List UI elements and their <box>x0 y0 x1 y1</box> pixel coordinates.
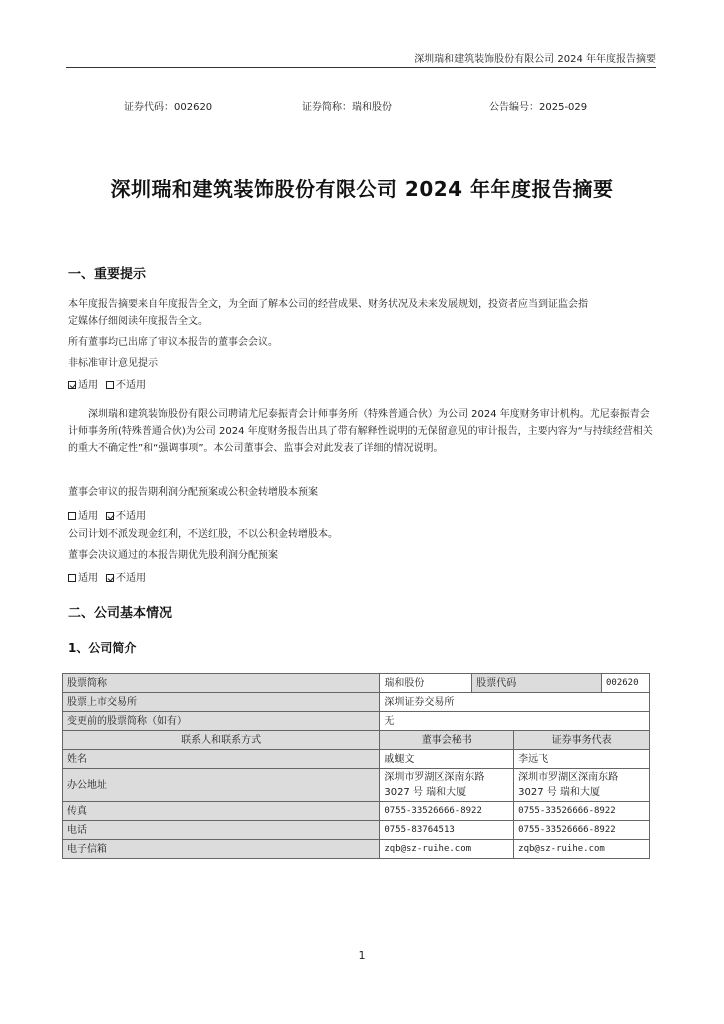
name-label: 姓名 <box>63 750 380 769</box>
previous-name-label: 变更前的股票简称（如有） <box>63 712 380 731</box>
table-row <box>63 769 650 802</box>
table-row <box>63 712 650 731</box>
representative-address-line1: 深圳市罗湖区深南东路 <box>518 772 619 783</box>
representative-phone: 0755-33526666-8922 <box>514 821 650 840</box>
previous-name-value: 无 <box>380 712 650 731</box>
representative-name: 李远飞 <box>514 750 650 769</box>
stock-code-label: 股票代码 <box>472 674 602 693</box>
section-heading-important-notes: 一、重要提示 <box>68 267 147 282</box>
security-short-name: 证券简称：瑞和股份 <box>302 102 392 113</box>
profit-distribution-options <box>68 507 146 522</box>
secretary-fax: 0755-33526666-8922 <box>380 802 514 821</box>
summary-intro-line2: 定媒体仔细阅读年度报告全文。 <box>68 316 208 327</box>
fax-label: 传真 <box>63 802 380 821</box>
option-applicable: 适用 <box>78 380 98 391</box>
representative-header: 证券事务代表 <box>514 731 650 750</box>
secretary-address <box>380 769 514 802</box>
profit-distribution-plan: 公司计划不派发现金红利，不送红股，不以公积金转增股本。 <box>68 529 338 540</box>
unchecked-box-icon[interactable] <box>68 512 76 520</box>
stock-name-label: 股票简称 <box>63 674 380 693</box>
nonstandard-audit-label: 非标准审计意见提示 <box>68 358 158 369</box>
table-row <box>63 802 650 821</box>
table-row <box>63 674 650 693</box>
email-label: 电子信箱 <box>63 840 380 859</box>
running-header: 深圳瑞和建筑装饰股份有限公司 2024 年年度报告摘要 <box>414 54 656 65</box>
subsection-company-profile: 1、公司简介 <box>68 641 137 655</box>
profit-distribution-label: 董事会审议的报告期利润分配预案或公积金转增股本预案 <box>68 487 318 498</box>
directors-attendance: 所有董事均已出席了审议本报告的董事会会议。 <box>68 337 278 348</box>
security-code: 证券代码：002620 <box>124 102 213 113</box>
audit-opinion-options <box>68 376 146 391</box>
option-applicable: 适用 <box>78 573 98 584</box>
representative-address-line2: 3027 号 瑞和大厦 <box>518 787 600 798</box>
exchange-label: 股票上市交易所 <box>63 693 380 712</box>
table-row <box>63 693 650 712</box>
stock-code-value: 002620 <box>601 674 649 693</box>
table-row <box>63 750 650 769</box>
secretary-phone: 0755-83764513 <box>380 821 514 840</box>
secretary-header: 董事会秘书 <box>380 731 514 750</box>
option-not-applicable: 不适用 <box>116 511 146 522</box>
table-row <box>63 821 650 840</box>
exchange-value: 深圳证券交易所 <box>380 693 650 712</box>
secretary-email: zqb@sz-ruihe.com <box>380 840 514 859</box>
table-row <box>63 731 650 750</box>
stock-name-value: 瑞和股份 <box>380 674 472 693</box>
checked-box-icon[interactable] <box>106 512 114 520</box>
preferred-dividend-options <box>68 569 146 584</box>
option-not-applicable: 不适用 <box>116 380 146 391</box>
representative-address <box>514 769 650 802</box>
contact-header: 联系人和联系方式 <box>63 731 380 750</box>
checked-box-icon[interactable] <box>68 381 76 389</box>
audit-explanation-paragraph: 深圳瑞和建筑装饰股份有限公司聘请尤尼泰振青会计师事务所（特殊普通合伙）为公司 2024 年度财务审计机构。尤尼泰振青会计师事务所(特殊普通合伙)为公司 2024 年度财务报告出具了带有解释性说明的无保留意见的审计报告，主要内容为“与持续经营相关的重大不确定性”和“强调事项”。本公司董事会、监事会对此发表了详细的情况说明。 <box>68 409 653 454</box>
phone-label: 电话 <box>63 821 380 840</box>
secretary-address-line2: 3027 号 瑞和大厦 <box>384 787 467 798</box>
option-applicable: 适用 <box>78 511 98 522</box>
checked-box-icon[interactable] <box>106 574 114 582</box>
section-heading-company-info: 二、公司基本情况 <box>68 606 173 621</box>
table-row <box>63 840 650 859</box>
address-label: 办公地址 <box>63 769 380 802</box>
summary-intro-line1: 本年度报告摘要来自年度报告全文，为全面了解本公司的经营成果、财务状况及未来发展规划，投资者应当到证监会指 <box>68 299 588 310</box>
notice-number: 公告编号：2025-029 <box>489 102 588 113</box>
document-title: 深圳瑞和建筑装饰股份有限公司 2024 年年度报告摘要 <box>110 177 614 201</box>
secretary-address-line1: 深圳市罗湖区深南东路 <box>384 772 485 783</box>
company-profile-table <box>62 673 650 859</box>
option-not-applicable: 不适用 <box>116 573 146 584</box>
representative-email: zqb@sz-ruihe.com <box>514 840 650 859</box>
secretary-name: 戚螁文 <box>380 750 514 769</box>
unchecked-box-icon[interactable] <box>106 381 114 389</box>
unchecked-box-icon[interactable] <box>68 574 76 582</box>
header-rule <box>66 67 656 68</box>
page-number: 1 <box>358 949 366 962</box>
representative-fax: 0755-33526666-8922 <box>514 802 650 821</box>
preferred-dividend-label: 董事会决议通过的本报告期优先股利润分配预案 <box>68 550 278 561</box>
